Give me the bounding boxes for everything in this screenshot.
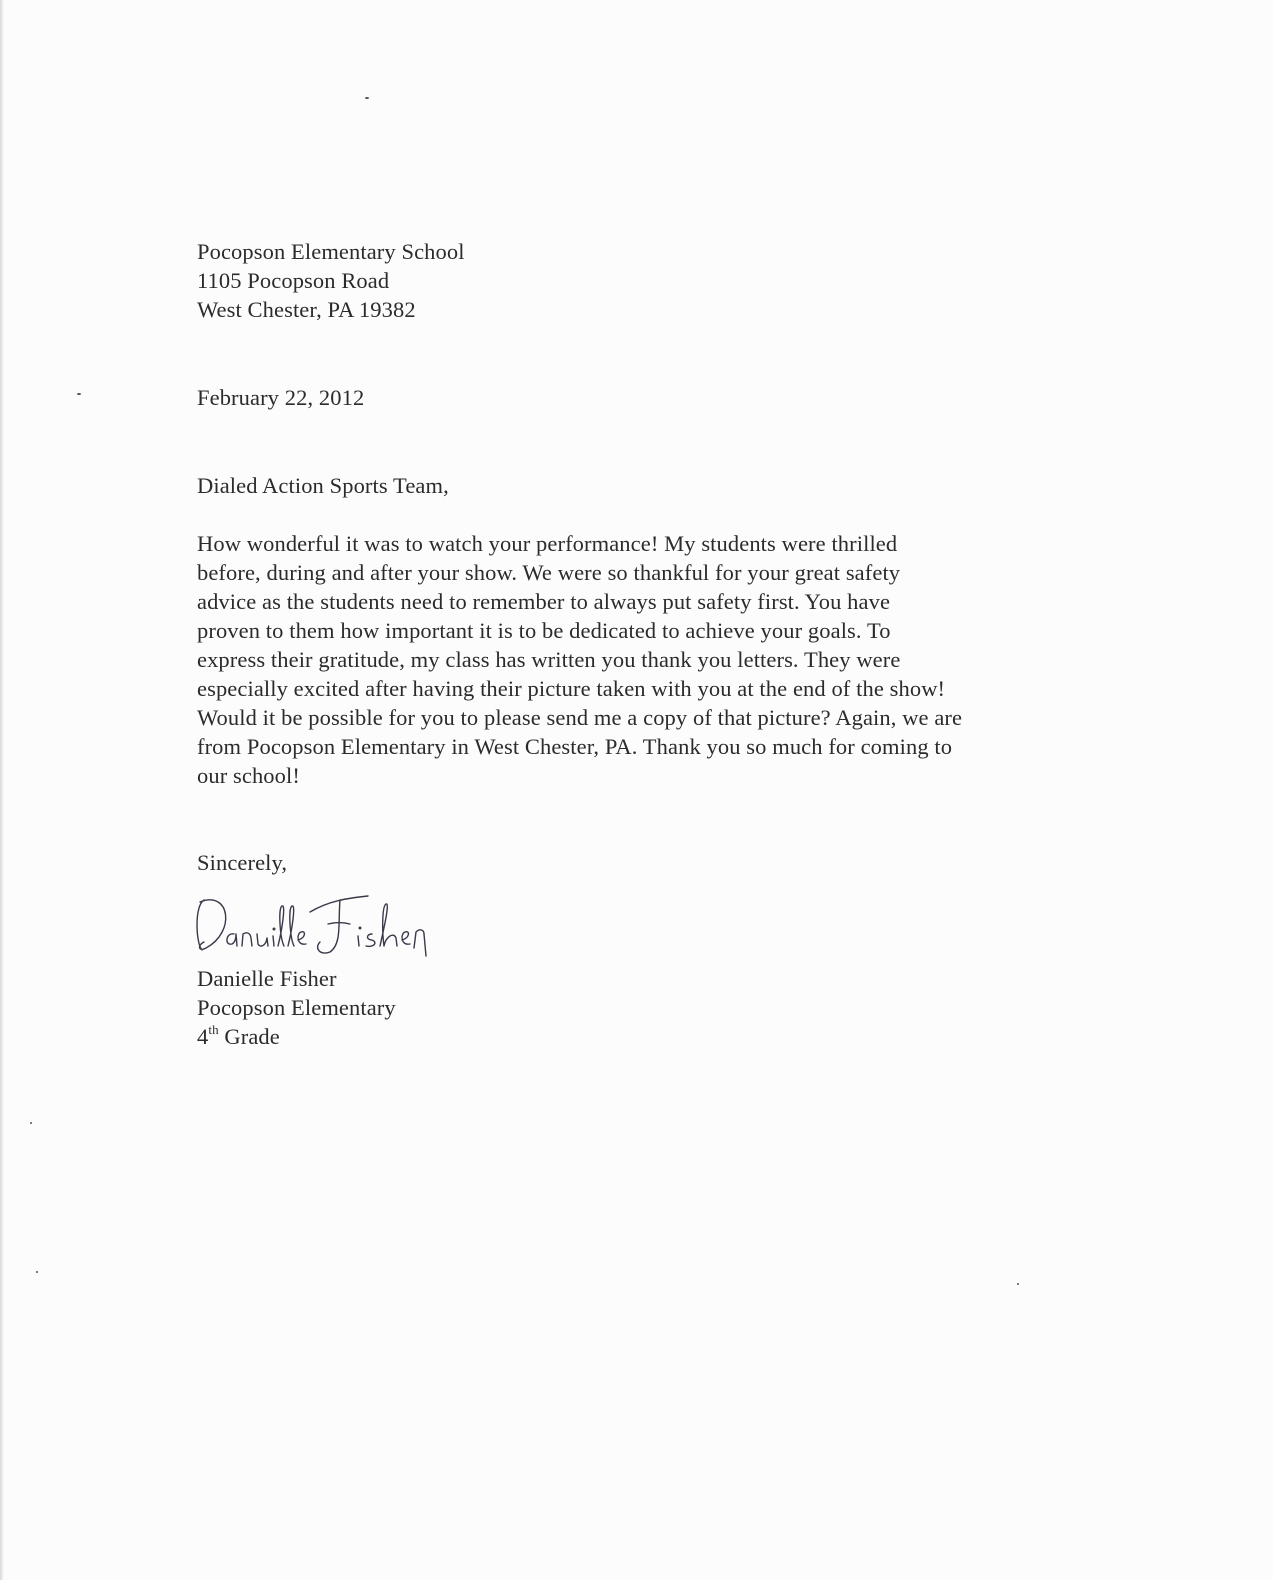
- handwritten-signature: [190, 882, 450, 962]
- closing: [197, 848, 287, 877]
- salutation: [197, 471, 449, 500]
- sender-city-line: West Chester, PA 19382: [197, 297, 416, 322]
- grade-word: Grade: [218, 1024, 280, 1049]
- body-line: advice as the students need to remember to always put safety first. You have: [197, 589, 891, 614]
- signatory-grade: [197, 1022, 396, 1051]
- signatory-name: Danielle Fisher: [197, 966, 337, 991]
- signature-block: [197, 964, 396, 1051]
- closing-text: Sincerely,: [197, 850, 288, 875]
- body-line: before, during and after your show. We were so thankful for your great safety: [197, 560, 901, 585]
- body-line: from Pocopson Elementary in West Chester, PA. Thank you so much for coming to: [197, 734, 953, 759]
- scan-speck: [365, 97, 369, 99]
- body-line: How wonderful it was to watch your performance! My students were thrilled: [197, 531, 898, 556]
- body-line: our school!: [197, 763, 300, 788]
- body-line: Would it be possible for you to please send me a copy of that picture? Again, we are: [197, 705, 963, 730]
- sender-address: [197, 237, 465, 324]
- grade-suffix: th: [208, 1021, 219, 1037]
- body-line: proven to them how important it is to be dedicated to achieve your goals. To: [197, 618, 891, 643]
- sender-street: 1105 Pocopson Road: [197, 268, 390, 293]
- scan-edge-shadow: [0, 0, 4, 1580]
- scan-speck: [1017, 1283, 1019, 1285]
- letter-body: [197, 529, 962, 790]
- grade-number: 4: [197, 1024, 209, 1049]
- salutation-text: Dialed Action Sports Team,: [197, 473, 449, 498]
- body-line: express their gratitude, my class has written you thank you letters. They were: [197, 647, 901, 672]
- scan-speck: [30, 1122, 32, 1124]
- scan-speck: [77, 393, 81, 395]
- date-text: February 22, 2012: [197, 385, 365, 410]
- letter-date: [197, 383, 364, 412]
- signatory-school: Pocopson Elementary: [197, 995, 396, 1020]
- body-line: especially excited after having their picture taken with you at the end of the show!: [197, 676, 946, 701]
- sender-name: Pocopson Elementary School: [197, 239, 465, 264]
- scan-speck: [36, 1271, 38, 1273]
